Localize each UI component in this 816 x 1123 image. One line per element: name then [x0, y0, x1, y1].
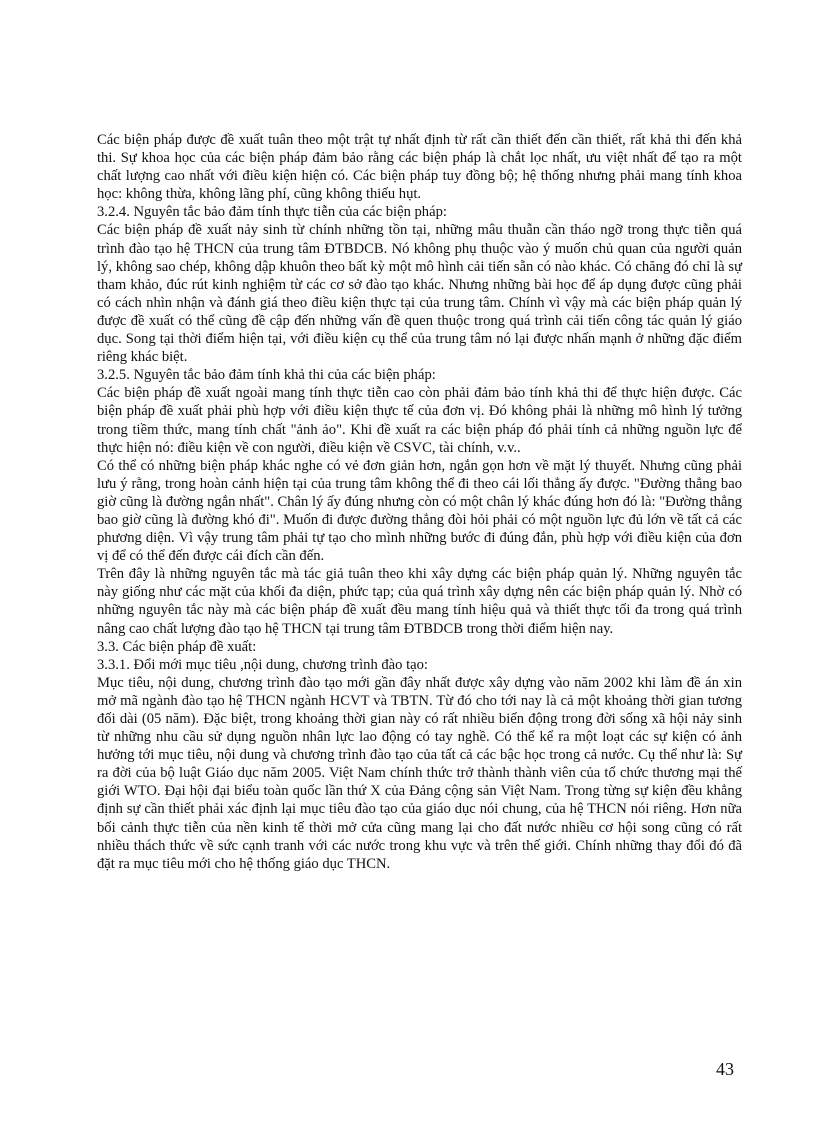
heading-3-3-1: 3.3.1. Đổi mới mục tiêu ,nội dung, chương trình đào tạo: — [97, 656, 428, 673]
paragraph-practicality: Các biện pháp đề xuất nảy sinh từ chính những tồn tại, những mâu thuẫn cần tháo ngỡ trong thực tiễn quá trình đào tạo hệ THCN của trung tâm ĐTBDCB. Nó không phụ thuộc vào ý muốn chủ quan của người quản lý, không sao chép, không dập khuôn theo bất kỳ một mô hình cải tiến sẵn có nào khác. Có chăng đó chỉ là sự tham khảo, đúc rút kinh nghiệm từ các cơ sở đào tạo khác. Nhưng những bài học để áp dụng được cũng phải có cách nhìn nhận và đánh giá theo điều kiện thực tại của trung tâm. Chính vì vậy mà các biện pháp quản lý được đề xuất có thể cũng đề cập đến những vấn đề quen thuộc trong quá trình cải tiến công tác quản lý giáo dục. Song tại thời điểm hiện tại, với điều kiện cụ thể của trung tâm nó lại được nhấn mạnh ở những đặc điểm riêng khác biệt. — [97, 222, 742, 366]
heading-3-2-5: 3.2.5. Nguyên tắc bảo đảm tính khả thi của các biện pháp: — [97, 367, 436, 384]
paragraph-feasibility: Các biện pháp đề xuất ngoài mang tính thực tiễn cao còn phải đảm bảo tính khả thi để thực hiện được. Các biện pháp đề xuất phải phù hợp với điều kiện thực tế của đơn vị. Đó không phải là những mô hình lý tưởng trong tiềm thức, mang tính chất "ảnh ảo". Khi đề xuất ra các biện pháp đó phải tính cả những nguồn lực để thực hiện nó: điều kiện về con người, điều kiện về CSVC, tài chính, v.v.. — [97, 385, 742, 456]
page-body — [97, 131, 742, 873]
paragraph-objectives-renewal: Mục tiêu, nội dung, chương trình đào tạo mới gần đây nhất được xây dựng vào năm 2002 khi làm đề án xin mở mã ngành đào tạo hệ THCN ngành HCVT và TBTN. Từ đó cho tới nay là cả một khoảng thời gian tương đối dài (05 năm). Đặc biệt, trong khoảng thời gian này có rất nhiều biến động trong đời sống xã hội nảy sinh từ những nhu cầu sử dụng nguồn nhân lực lao động có tay nghề. Có thể kể ra một loạt các sự kiện có ảnh hưởng tới mục tiêu, nội dung và chương trình đào tạo của tất cả các bậc học trong cả nước. Cụ thể như là: Sự ra đời của bộ luật Giáo dục năm 2005. Việt Nam chính thức trở thành thành viên của tổ chức thương mại thế giới WTO. Đại hội đại biểu toàn quốc lần thứ X của Đảng cộng sản Việt Nam. Trong từng sự kiện đều khẳng định sự cần thiết phải xác định lại mục tiêu đào tạo của giáo dục nói chung, của hệ THCN nói riêng. Hơn nữa bối cảnh thực tiễn của nền kinh tế thời mở cửa cũng mang lại cho đất nước nhiều cơ hội song cũng có rất nhiều thách thức về sức cạnh tranh với các nước trong khu vực và trên thế giới. Chính những thay đổi đó đã đặt ra mục tiêu mới cho hệ thống giáo dục THCN. — [97, 674, 742, 872]
paragraph-principles-summary: Trên đây là những nguyên tắc mà tác giả tuân theo khi xây dựng các biện pháp quản lý. Những nguyên tắc này giống như các mặt của khối đa diện, phức tạp; của quá trình xây dựng nên các biện pháp quản lý. Nhờ có những nguyên tắc này mà các biện pháp đề xuất đều mang tính hiệu quả và thiết thực tối đa trong quá trình nâng cao chất lượng đào tạo hệ THCN tại trung tâm ĐTBDCB trong thời điểm hiện nay. — [97, 566, 742, 637]
paragraph-principles-intro: Các biện pháp được đề xuất tuân theo một trật tự nhất định từ rất cần thiết đến cần thiết, rất khả thi đến khả thi. Sự khoa học của các biện pháp đảm bảo rằng các biện pháp là chắt lọc nhất, ưu việt nhất để tạo ra một chất lượng cao nhất với điều kiện hiện có. Các biện pháp tuy đồng bộ; hệ thống nhưng phải mang tính khoa học: không thừa, không lãng phí, cũng không thiếu hụt. — [97, 132, 742, 203]
paragraph-straight-path: Có thể có những biện pháp khác nghe có vẻ đơn giản hơn, ngắn gọn hơn về mặt lý thuyết. Nhưng cũng phải lưu ý rằng, trong hoàn cảnh hiện tại của trung tâm không thể đi theo cái lối thẳng ấy được. "Đường thẳng bao giờ cũng là đường ngắn nhất". Chân lý ấy đúng nhưng còn có một chân lý khác đúng hơn đó là: "Đường thẳng bao giờ cũng là đường khó đi". Muốn đi được đường thẳng đòi hỏi phải có một nguồn lực đủ lớn về tất cả các phương diện. Vì vậy trung tâm phải tự tạo cho mình những bước đi đúng đắn, phù hợp với điều kiện của đơn vị để có thể đến được cái đích cần đến. — [97, 457, 742, 565]
heading-3-2-4: 3.2.4. Nguyên tắc bảo đảm tính thực tiễn của các biện pháp: — [97, 204, 447, 221]
heading-3-3: 3.3. Các biện pháp đề xuất: — [97, 638, 257, 655]
page-number: 43 — [716, 1059, 734, 1079]
